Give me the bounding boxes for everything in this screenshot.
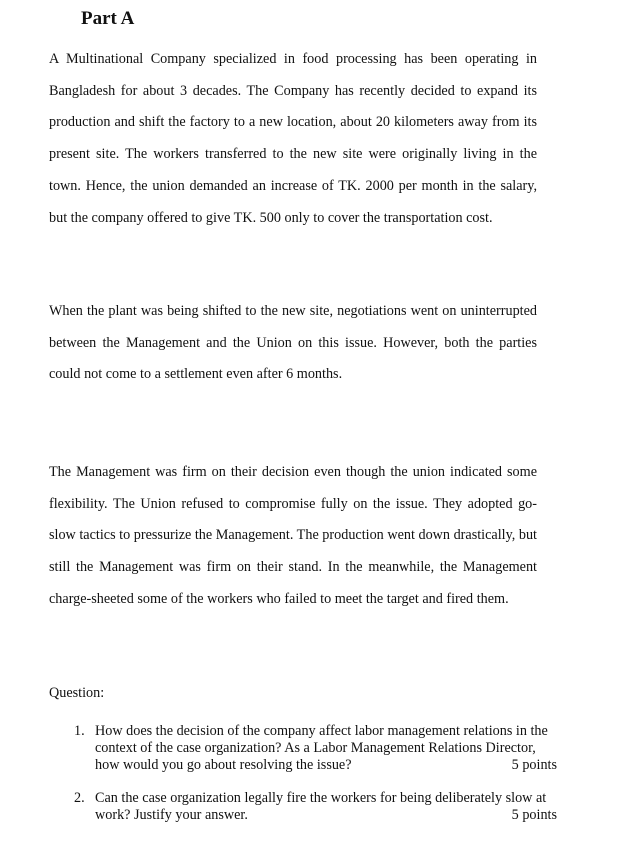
question-body: Can the case organization legally fire the workers for being deliberately slow at work? Justify your answer. [95,790,547,823]
case-paragraph-1: A Multinational Company specialized in food processing has been operating in Bangladesh for about 3 decades. The Company has recently decided to expand its production and shift the factory to a new location, about 20 kilometers away from its present site. The workers transferred to the new site were originally living in the town. Hence, the union demanded an increase of TK. 2000 per month in the salary, but the company offered to give TK. 500 only to cover the transportation cost. [49,51,537,226]
question-label: Question: [49,685,105,701]
part-heading: Part A [81,8,135,29]
case-paragraph-3: The Management was firm on their decision even though the union indicated some flexibility. The Union refused to compromise fully on the issue. They adopted go-slow tactics to pressurize the Management. The production went down drastically, but still the Management was firm on their stand. In the meanwhile, the Management charge-sheeted some of the workers who failed to meet the target and fired them. [49,464,537,607]
question-number: 2. [74,790,85,806]
question-text [95,723,557,774]
question-item-1 [74,723,558,774]
question-number: 1. [74,723,85,739]
case-paragraph-2: When the plant was being shifted to the new site, negotiations went on uninterrupted between the Management and the Union on this issue. However, both the parties could not come to a settlement even after 6 months. [49,303,537,383]
question-points: 5 points [511,807,557,823]
question-points: 5 points [511,757,557,773]
question-item-2 [74,790,558,824]
question-body: How does the decision of the company affect labor management relations in the context of the case organization? As a Labor Management Relations Director, how would you go about resolving the issue? [95,723,548,773]
question-text [95,790,557,824]
